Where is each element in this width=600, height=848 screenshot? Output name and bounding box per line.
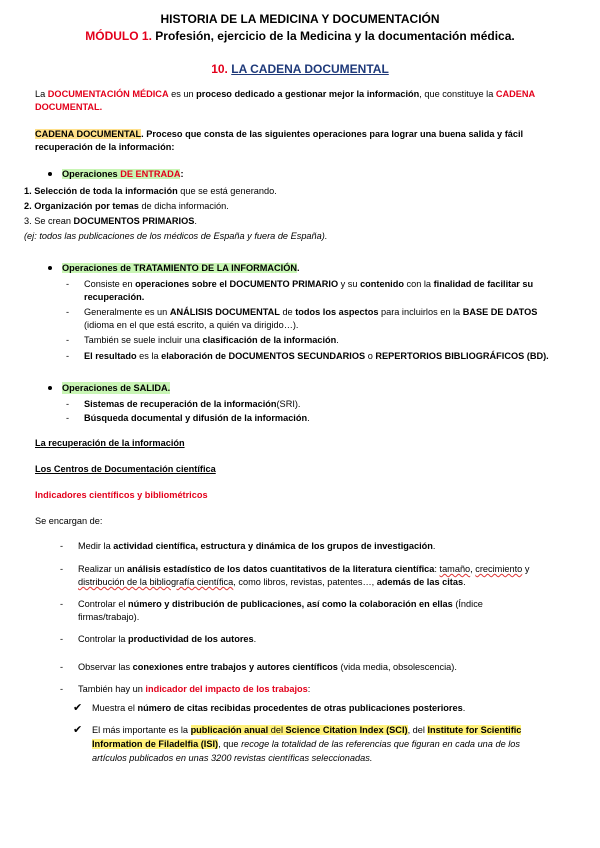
salida-item-1: Sistemas de recuperación de la información(SRI).: [84, 399, 301, 409]
section-title: [0, 62, 600, 76]
dash-marker: -: [60, 541, 64, 551]
tratamiento-item-2: Generalmente es un ANÁLISIS DOCUMENTAL de todos los aspectos para incluirlos en la BASE DE DATOS: [84, 307, 538, 317]
encargan-intro: Se encargan de:: [35, 516, 103, 526]
encargan-item-1: Medir la actividad científica, estructura y dinámica de los grupos de investigación.: [78, 541, 436, 551]
encargan-item-3: Controlar el número y distribución de publicaciones, así como la colaboración en ellas (Índice: [78, 599, 483, 609]
subhead-indicadores: Indicadores científicos y bibliométricos: [35, 490, 208, 500]
entrada-heading: Operaciones DE ENTRADA:: [62, 169, 184, 179]
encargan-item-5: Observar las conexiones entre trabajos y autores científicos (vida media, obsolescencia).: [78, 662, 457, 672]
bullet-icon: [48, 386, 52, 390]
document-title: HISTORIA DE LA MEDICINA Y DOCUMENTACIÓN: [160, 12, 440, 26]
dash-marker: -: [60, 662, 64, 672]
entrada-note: (ej: todos las publicaciones de los médicos de España y fuera de España).: [24, 231, 328, 241]
impacto-item-2: El más importante es la publicación anual del Science Citation Index (SCI), del Institute for Scientific: [92, 725, 522, 735]
tratamiento-heading: Operaciones de TRATAMIENTO DE LA INFORMACIÓN.: [62, 263, 300, 273]
bullet-icon: [48, 172, 52, 176]
encargan-item-4: Controlar la productividad de los autores.: [78, 634, 257, 644]
salida-item-2: Búsqueda documental y difusión de la información.: [84, 413, 310, 423]
subhead-recuperacion: La recuperación de la información: [35, 438, 185, 448]
dash-marker: -: [60, 564, 64, 574]
entrada-item-2: 2. Organización por temas de dicha información.: [24, 201, 229, 211]
dash-marker: -: [66, 351, 70, 361]
dash-marker: -: [66, 413, 70, 423]
impacto-item-2-cont2: artículos publicados en unas 3200 revistas científicas seleccionadas.: [92, 753, 373, 763]
encargan-item-6: También hay un indicador del impacto de los trabajos:: [78, 684, 311, 694]
tratamiento-item-1: Consiste en operaciones sobre el DOCUMENTO PRIMARIO y su contenido con la finalidad de facilitar su: [84, 279, 534, 289]
entrada-item-3: 3. Se crean DOCUMENTOS PRIMARIOS.: [24, 216, 197, 226]
subhead-centros: Los Centros de Documentación científica: [35, 464, 216, 474]
dash-marker: -: [66, 399, 70, 409]
encargan-item-2: Realizar un análisis estadístico de los datos cuantitativos de la literatura científica: tamaño, crecimiento y: [78, 564, 530, 574]
tratamiento-item-1-cont: recuperación.: [84, 292, 145, 302]
bullet-icon: [48, 266, 52, 270]
module-text: Profesión, ejercicio de la Medicina y la documentación médica.: [155, 29, 515, 43]
cadena-line-2: recuperación de la información:: [35, 142, 175, 152]
impacto-item-2-cont: Information de Filadelfia (ISI), que recoge la totalidad de las referencias que figuran en cada una de los: [92, 739, 520, 749]
dash-marker: -: [60, 634, 64, 644]
module-title: [0, 29, 600, 43]
section-number: 10.: [211, 62, 228, 76]
tratamiento-item-2-cont: (idioma en el que está escrito, a quién va dirigido…).: [84, 320, 299, 330]
checkmark-icon: ✔: [73, 701, 83, 714]
section-name: LA CADENA DOCUMENTAL: [231, 62, 389, 76]
tratamiento-item-3: También se suele incluir una clasificación de la información.: [84, 335, 339, 345]
intro-line-1: La DOCUMENTACIÓN MÉDICA es un proceso dedicado a gestionar mejor la información, que constituye la CADENA: [35, 89, 536, 99]
checkmark-icon: ✔: [73, 723, 83, 736]
dash-marker: -: [66, 279, 70, 289]
intro-line-2: DOCUMENTAL.: [35, 102, 103, 112]
encargan-item-2-cont: distribución de la bibliografía científica, como libros, revistas, patentes…, además de las citas.: [78, 577, 466, 587]
tratamiento-item-4: El resultado es la elaboración de DOCUMENTOS SECUNDARIOS o REPERTORIOS BIBLIOGRÁFICOS (BD).: [84, 351, 549, 361]
encargan-item-3-cont: firmas/trabajo).: [78, 612, 140, 622]
dash-marker: -: [60, 599, 64, 609]
salida-heading: Operaciones de SALIDA.: [62, 383, 171, 393]
entrada-item-1: 1. Selección de toda la información que se está generando.: [24, 186, 277, 196]
module-label: MÓDULO 1.: [85, 29, 152, 43]
impacto-item-1: Muestra el número de citas recibidas procedentes de otras publicaciones posteriores.: [92, 703, 466, 713]
cadena-line-1: CADENA DOCUMENTAL. Proceso que consta de las siguientes operaciones para lograr una buena salida y fácil: [35, 129, 524, 139]
dash-marker: -: [60, 684, 64, 694]
dash-marker: -: [66, 307, 70, 317]
dash-marker: -: [66, 335, 70, 345]
